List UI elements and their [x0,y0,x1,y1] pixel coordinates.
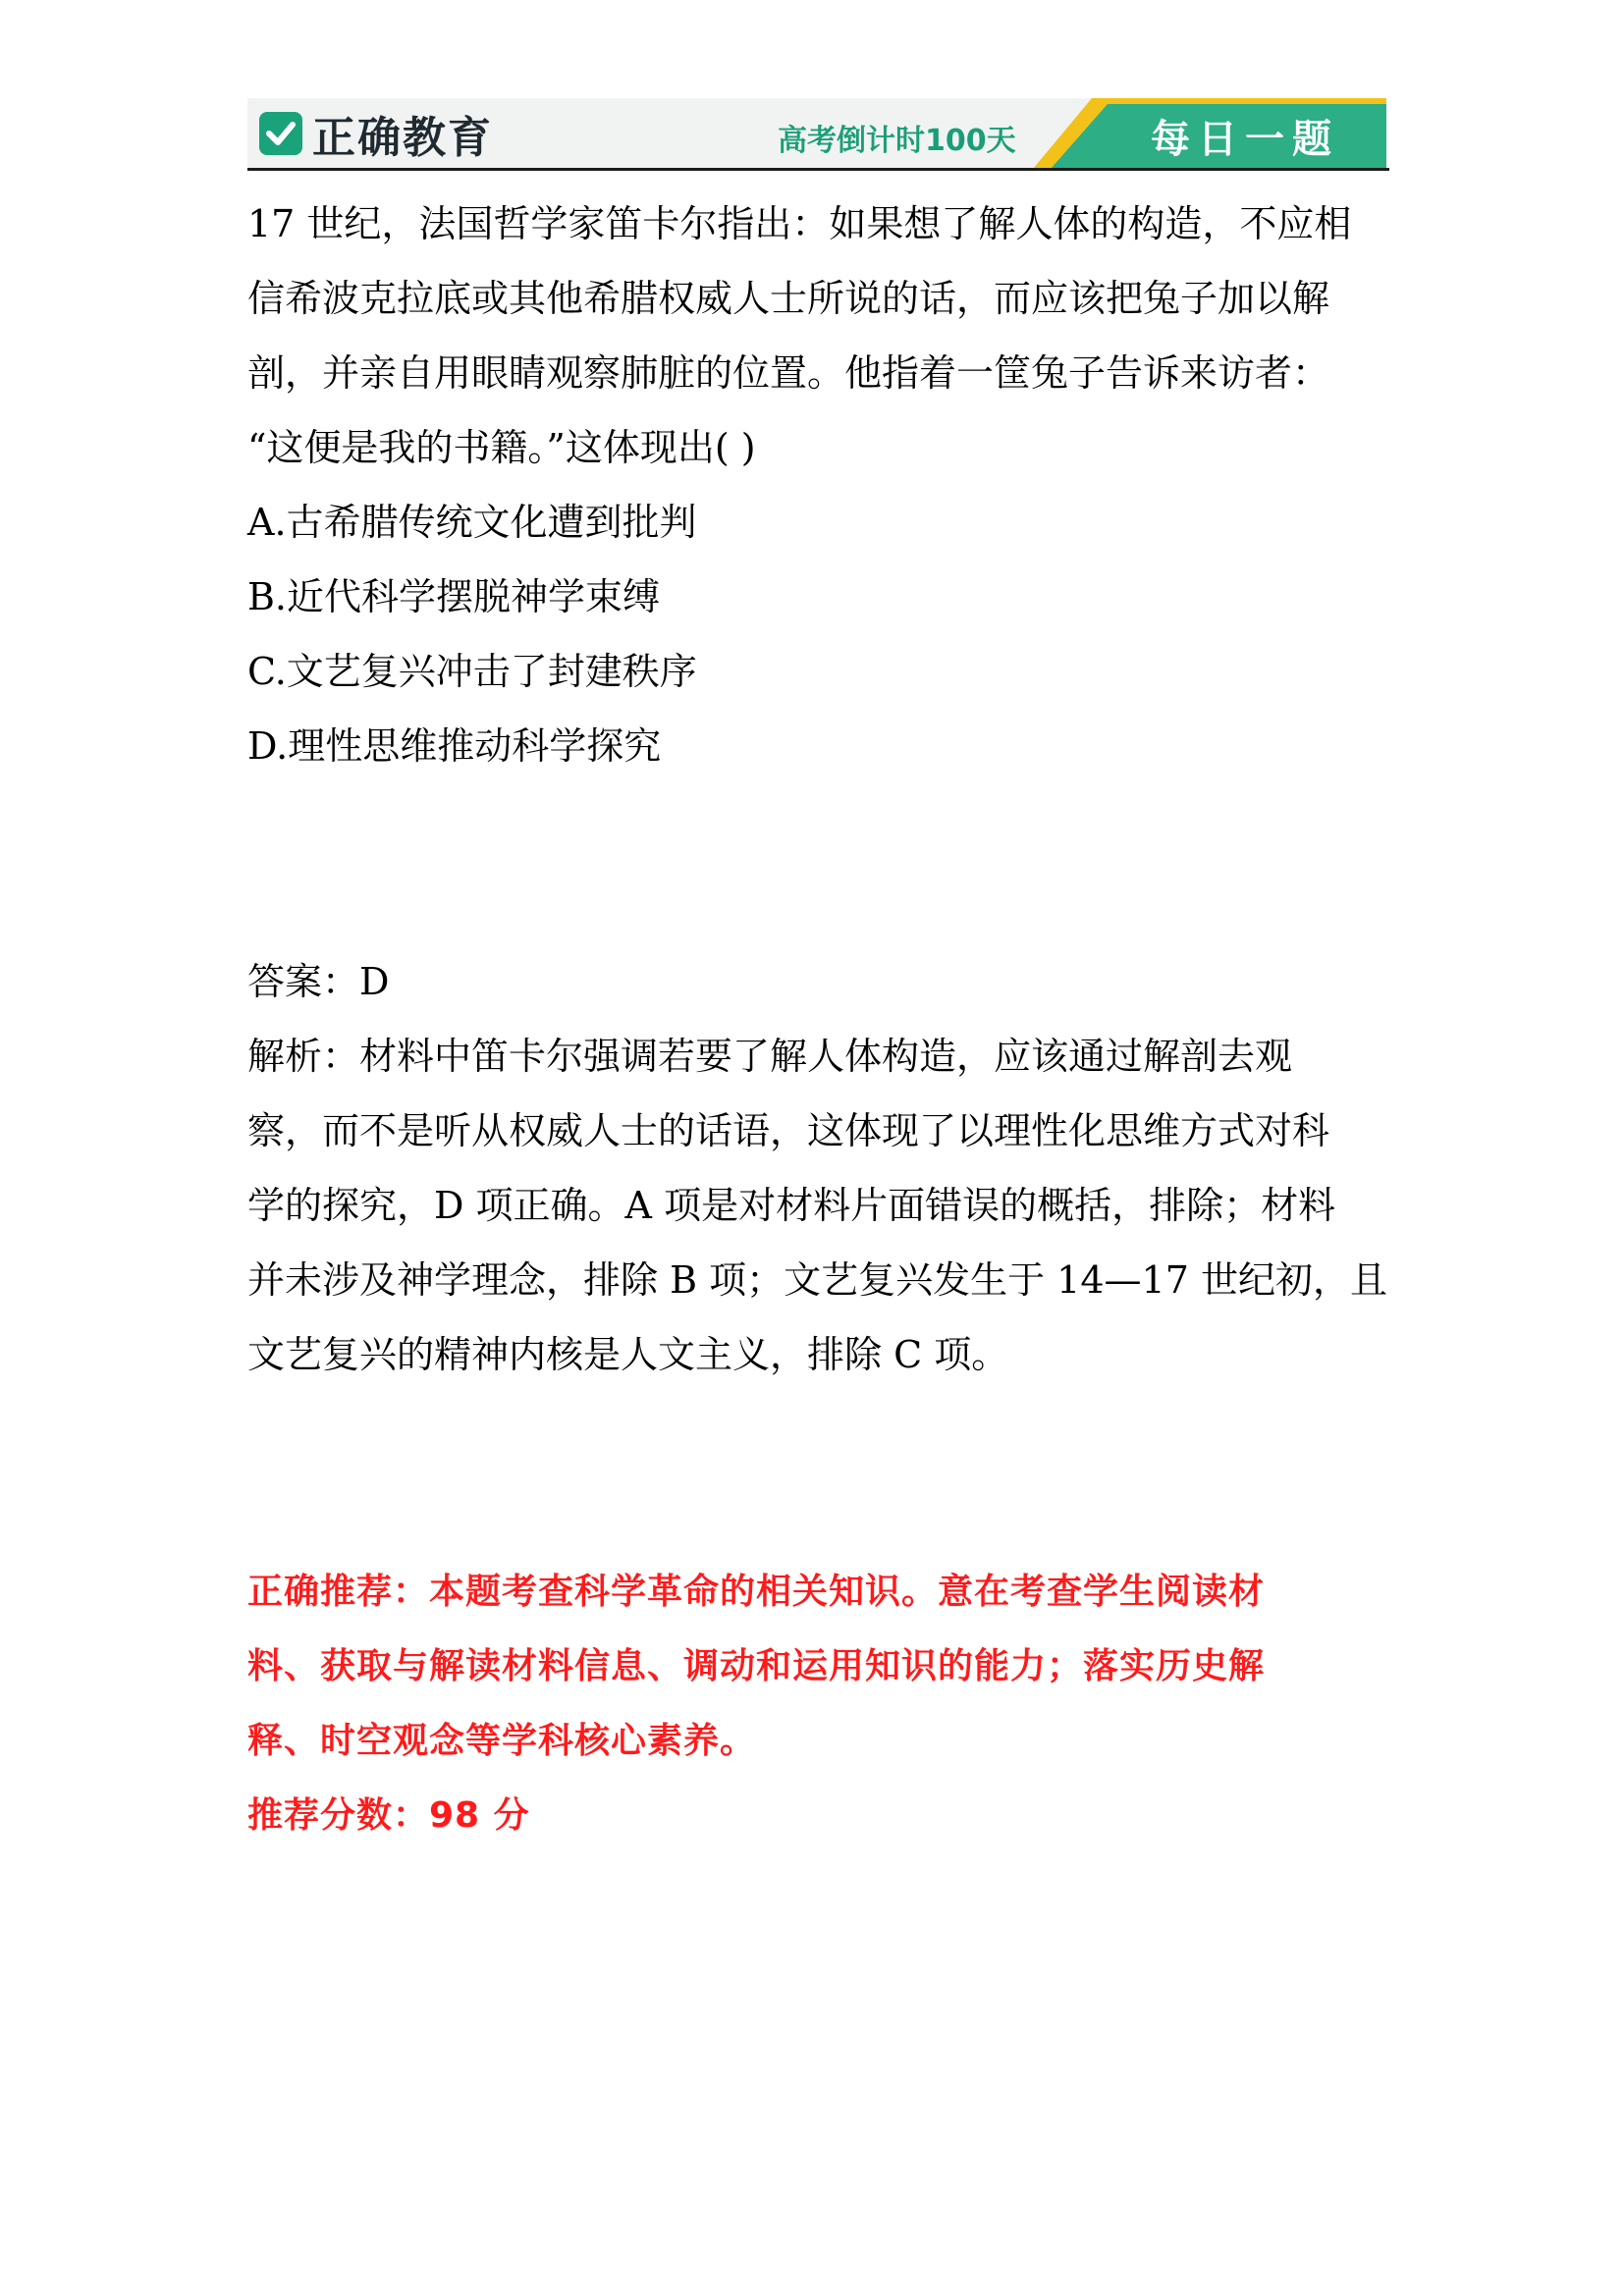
analysis-line: 并未涉及神学理念，排除 B 项；文艺复兴发生于 14—17 世纪初，且 [247,1258,1387,1302]
option-a: A.古希腊传统文化遭到批判 [247,501,697,544]
brand-logo [259,106,493,161]
analysis-line: 解析：材料中笛卡尔强调若要了解人体构造，应该通过解剖去观 [247,1035,1293,1078]
question-line: 17 世纪，法国哲学家笛卡尔指出：如果想了解人体的构造，不应相 [247,202,1352,245]
answer-options [247,485,1391,783]
question-stem [247,187,1391,485]
recommend-line: 料、获取与解读材料信息、调动和运用知识的能力；落实历史解 [247,1646,1266,1686]
option-b: B.近代科学摆脱神学束缚 [247,575,661,618]
header-banner [247,98,1386,169]
document-content [247,187,1391,1853]
brand-name: 正确教育 [312,113,493,163]
daily-question-label: 每日一题 [1151,117,1339,162]
check-icon [259,112,302,155]
option-c: C.文艺复兴冲击了封建秩序 [247,650,697,693]
question-line: “这便是我的书籍。”这体现出( ) [247,426,756,469]
question-line: 剖，并亲自用眼睛观察肺脏的位置。他指着一筐兔子告诉来访者： [247,351,1330,395]
analysis-line: 文艺复兴的精神内核是人文主义，排除 C 项。 [247,1333,1009,1376]
countdown-label: 高考倒计时100天 [778,124,1016,158]
recommend-line: 释、时空观念等学科核心素养。 [247,1721,757,1761]
recommend-score: 推荐分数：98 分 [247,1795,530,1836]
answer-section [247,944,1391,1392]
header-divider [247,168,1389,171]
answer-label: 答案：D [247,960,390,1003]
option-d: D.理性思维推动科学探究 [247,724,662,768]
recommend-line: 正确推荐：本题考查科学革命的相关知识。意在考查学生阅读材 [247,1572,1266,1612]
question-line: 信希波克拉底或其他希腊权威人士所说的话，而应该把兔子加以解 [247,277,1330,320]
analysis-line: 学的探究，D 项正确。A 项是对材料片面错误的概括，排除；材料 [247,1184,1336,1227]
analysis-line: 察，而不是听从权威人士的话语，这体现了以理性化思维方式对科 [247,1109,1330,1152]
recommendation-section [247,1555,1391,1853]
